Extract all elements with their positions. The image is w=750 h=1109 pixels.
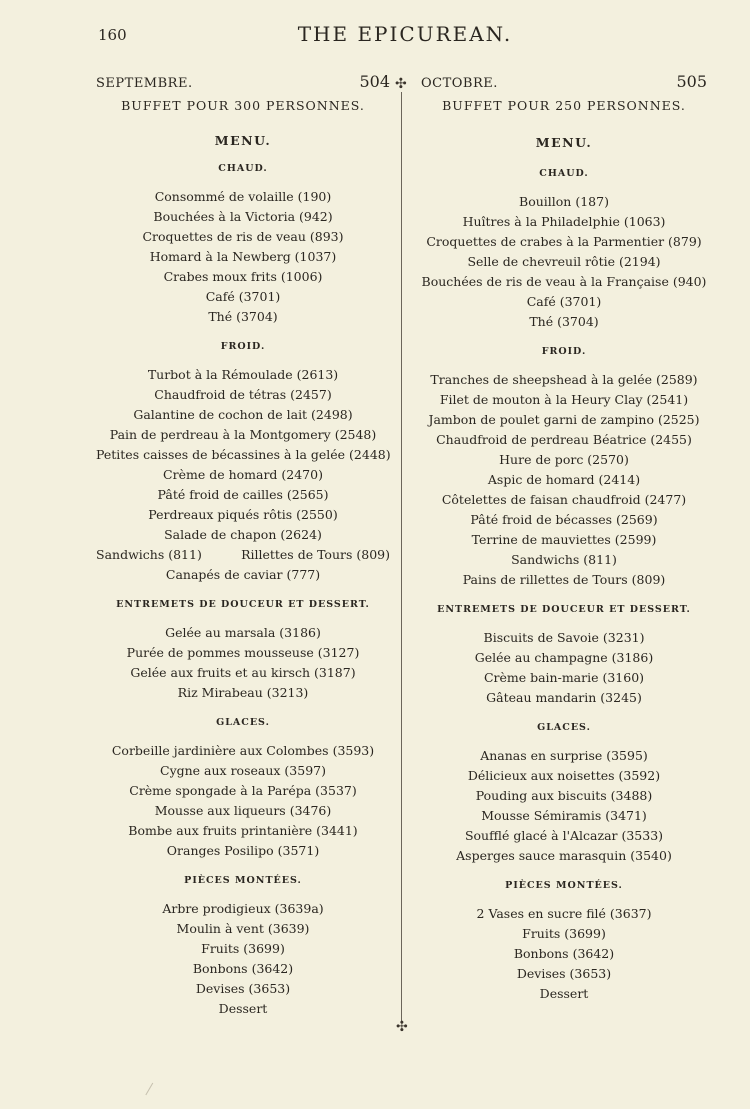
menu-item: Mousse Sémiramis (3471) [481, 808, 647, 823]
menu-item: Biscuits de Savoie (3231) [483, 630, 645, 645]
menu-item: Riz Mirabeau (3213) [177, 685, 309, 700]
menu-heading-row [421, 72, 707, 92]
menu-column-september [96, 72, 390, 1019]
section-entremets [421, 604, 707, 708]
menu-item: Délicieux aux noisettes (3592) [467, 768, 661, 783]
page-header [0, 22, 750, 46]
menu-item: Salade de chapon (2624) [164, 527, 322, 542]
menu-item: Canapés de caviar (777) [165, 567, 321, 582]
menu-item: Thé (3704) [208, 309, 278, 324]
buffet-title: BUFFET POUR 250 PERSONNES. [442, 98, 686, 113]
menu-column-october [421, 72, 707, 1004]
menu-item: Selle de chevreuil rôtie (2194) [467, 254, 661, 269]
menu-item: Corbeille jardinière aux Colombes (3593) [111, 743, 375, 758]
menu-item: Crème bain-marie (3160) [483, 670, 645, 685]
section-pieces-montees [96, 875, 390, 1019]
menu-item: Bonbons (3642) [513, 946, 615, 961]
menu-item: Dessert [539, 986, 589, 1001]
menu-title: MENU. [535, 135, 593, 150]
menu-item: Bouchées à la Victoria (942) [153, 209, 333, 224]
menu-item: Tranches de sheepshead à la gelée (2589) [430, 372, 698, 387]
menu-item: Cygne aux roseaux (3597) [160, 763, 326, 778]
menu-item: Devises (3653) [516, 966, 612, 981]
section-chaud [421, 168, 707, 332]
menu-item: Bonbons (3642) [192, 961, 294, 976]
section-title: PIÈCES MONTÉES. [184, 875, 302, 886]
menu-item: Café (3701) [526, 294, 602, 309]
menu-item: Crème spongade à la Parépa (3537) [129, 783, 357, 798]
menu-item: Perdreaux piqués rôtis (2550) [148, 507, 338, 522]
section-title: CHAUD. [218, 163, 268, 174]
page-blemish [145, 1083, 163, 1102]
menu-item: Moulin à vent (3639) [176, 921, 310, 936]
menu-item: Rillettes de Tours (809) [241, 547, 390, 562]
menu-item: Thé (3704) [529, 314, 599, 329]
menu-item: Huîtres à la Philadelphie (1063) [462, 214, 666, 229]
section-chaud [96, 163, 390, 327]
section-froid [96, 341, 390, 585]
menu-item: Pâté froid de bécasses (2569) [470, 512, 658, 527]
menu-item: Oranges Posilipo (3571) [166, 843, 320, 858]
menu-item: Bouillon (187) [519, 194, 609, 209]
menu-item: Fruits (3699) [201, 941, 285, 956]
menu-item: Sandwichs (811) [96, 547, 202, 562]
menu-item: Pain de perdreau à la Montgomery (2548) [109, 427, 377, 442]
menu-item: Café (3701) [205, 289, 281, 304]
menu-item: Gelée aux fruits et au kirsch (3187) [130, 665, 356, 680]
month-label: OCTOBRE. [421, 76, 498, 91]
section-glaces [421, 722, 707, 866]
section-title: GLACES. [216, 717, 270, 728]
menu-item: Aspic de homard (2414) [487, 472, 641, 487]
menu-item: Gelée au champagne (3186) [474, 650, 654, 665]
menu-item: Gelée au marsala (3186) [165, 625, 321, 640]
menu-item: Arbre prodigieux (3639a) [162, 901, 324, 916]
menu-item: Croquettes de crabes à la Parmentier (879) [426, 234, 702, 249]
section-title: CHAUD. [539, 168, 589, 179]
menu-item: Pains de rillettes de Tours (809) [462, 572, 666, 587]
menu-item: Côtelettes de faisan chaudfroid (2477) [441, 492, 687, 507]
section-glaces [96, 717, 390, 861]
menu-item: Gâteau mandarin (3245) [486, 690, 642, 705]
section-entremets [96, 599, 390, 703]
menu-item: Hure de porc (2570) [499, 452, 629, 467]
menu-item: Purée de pommes mousseuse (3127) [126, 645, 360, 660]
menu-number: 505 [676, 72, 707, 91]
menu-item: Bouchées de ris de veau à la Française (940) [421, 274, 707, 289]
menu-item: Mousse aux liqueurs (3476) [154, 803, 332, 818]
column-divider [401, 92, 402, 1022]
menu-item: Pâté froid de cailles (2565) [157, 487, 329, 502]
menu-title: MENU. [214, 133, 272, 148]
menu-item: 2 Vases en sucre filé (3637) [476, 906, 652, 921]
menu-item: Dessert [218, 1001, 268, 1016]
section-title: GLACES. [537, 722, 591, 733]
menu-item: Galantine de cochon de lait (2498) [133, 407, 353, 422]
menu-item: Soufflé glacé à l'Alcazar (3533) [464, 828, 664, 843]
buffet-title: BUFFET POUR 300 PERSONNES. [121, 98, 365, 113]
page-number: 160 [98, 26, 127, 44]
menu-item: Crème de homard (2470) [163, 467, 323, 482]
section-froid [421, 346, 707, 590]
section-title: ENTREMETS DE DOUCEUR ET DESSERT. [116, 599, 370, 610]
menu-item: Terrine de mauviettes (2599) [471, 532, 657, 547]
section-title: PIÈCES MONTÉES. [505, 880, 623, 891]
menu-item: Asperges sauce marasquin (3540) [456, 848, 672, 863]
section-title: ENTREMETS DE DOUCEUR ET DESSERT. [437, 604, 691, 615]
menu-item: Chaudfroid de perdreau Béatrice (2455) [436, 432, 692, 447]
menu-item: Turbot à la Rémoulade (2613) [147, 367, 339, 382]
menu-item: Bombe aux fruits printanière (3441) [128, 823, 358, 838]
menu-item: Chaudfroid de tétras (2457) [154, 387, 332, 402]
menu-item: Petites caisses de bécassines à la gelée (2448) [96, 447, 391, 462]
menu-number: 504 [359, 72, 390, 91]
menu-heading-row [96, 72, 390, 92]
menu-item: Fruits (3699) [522, 926, 606, 941]
menu-item: Croquettes de ris de veau (893) [142, 229, 344, 244]
menu-item: Filet de mouton à la Heury Clay (2541) [439, 392, 689, 407]
menu-item: Sandwichs (811) [511, 552, 617, 567]
section-title: FROID. [541, 346, 587, 357]
month-label: SEPTEMBRE. [96, 76, 193, 91]
menu-item: Homard à la Newberg (1037) [149, 249, 337, 264]
section-title: FROID. [220, 341, 266, 352]
menu-item: Crabes moux frits (1006) [163, 269, 323, 284]
menu-item: Devises (3653) [195, 981, 291, 996]
menu-item-pair [96, 545, 390, 565]
section-pieces-montees [421, 880, 707, 1004]
menu-item: Jambon de poulet garni de zampino (2525) [428, 412, 700, 427]
menu-item: Ananas en surprise (3595) [480, 748, 648, 763]
menu-item: Pouding aux biscuits (3488) [475, 788, 653, 803]
menu-item: Consommé de volaille (190) [154, 189, 332, 204]
running-title: THE EPICUREAN. [297, 22, 513, 46]
ornament-bottom-icon: ✣ [396, 1019, 408, 1035]
ornament-top-icon: ✣ [395, 76, 407, 92]
